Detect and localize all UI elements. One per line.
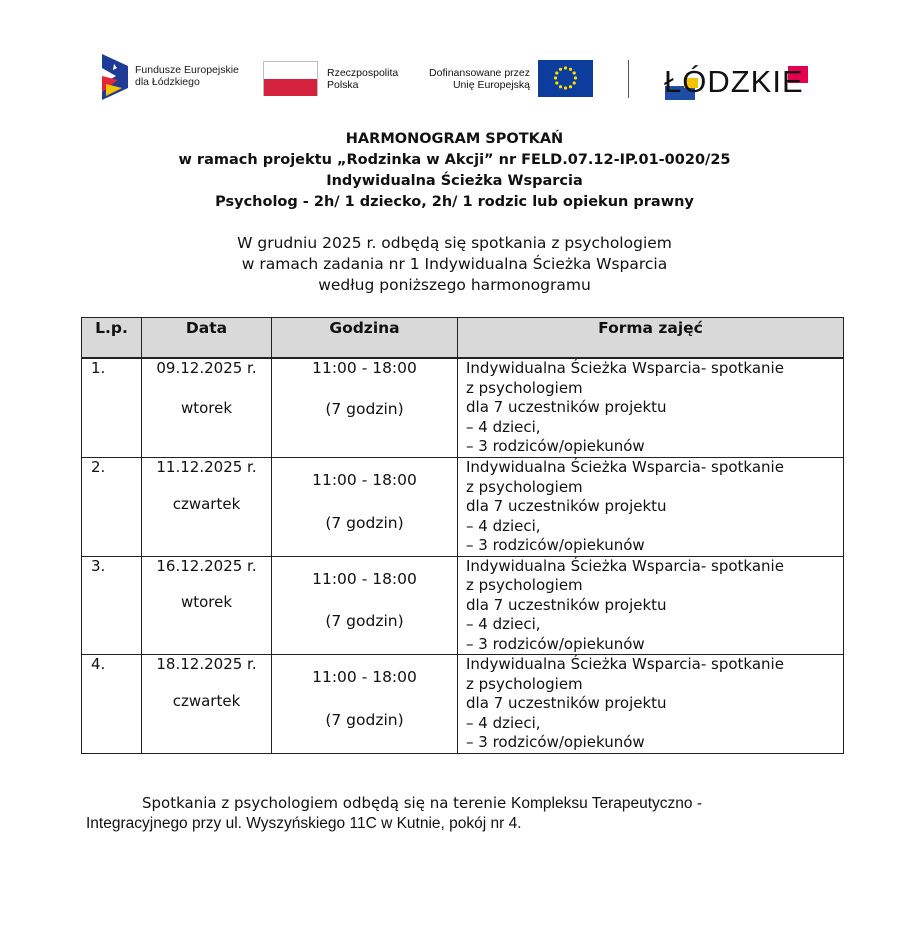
- row-time-cell: [272, 655, 458, 754]
- table-row: [82, 458, 844, 557]
- header-lp: L.p.: [82, 318, 142, 358]
- row-date-cell: [142, 359, 272, 458]
- form-line: – 3 rodziców/opiekunów: [466, 733, 645, 751]
- row-hours: (7 godzin): [325, 513, 404, 532]
- table-row: [82, 655, 844, 754]
- location-facility: Kompleksu Terapeutyczno -: [511, 795, 702, 812]
- header-time: Godzina: [272, 318, 458, 358]
- fe-emblem-icon: [100, 54, 130, 100]
- row-time: 11:00 - 18:00: [312, 471, 417, 489]
- row-form-cell: [458, 556, 844, 655]
- form-line: dla 7 uczestników projektu: [466, 694, 667, 712]
- form-line: dla 7 uczestników projektu: [466, 595, 667, 614]
- path-name: Indywidualna Ścieżka Wsparcia: [326, 173, 583, 189]
- document-title: HARMONOGRAM SPOTKAŃ: [345, 131, 564, 147]
- lodzkie-logo: [664, 62, 814, 102]
- row-date-cell: [142, 458, 272, 557]
- header-date: Data: [142, 318, 272, 358]
- fundusze-europejskie-logo: [100, 54, 240, 98]
- row-time: 11:00 - 18:00: [312, 359, 417, 377]
- form-line: – 3 rodziców/opiekunów: [466, 437, 645, 455]
- row-date-cell: [142, 556, 272, 655]
- form-line: – 3 rodziców/opiekunów: [466, 536, 645, 554]
- eu-flag-icon: [538, 60, 593, 97]
- schedule-table: [81, 317, 844, 754]
- row-form-cell: [458, 655, 844, 754]
- project-name: w ramach projektu „Rodzinka w Akcji” nr FELD.07.12-IP.01-0020/25: [178, 152, 731, 168]
- row-form-cell: [458, 458, 844, 557]
- intro-line1: W grudniu 2025 r. odbędą się spotkania z psychologiem: [237, 234, 672, 252]
- fe-line1: Fundusze Europejskie: [135, 64, 239, 76]
- header-form: Forma zajęć: [458, 318, 844, 358]
- table-row: [82, 359, 844, 458]
- eu-line2: Unię Europejską: [452, 79, 530, 91]
- form-line: – 4 dzieci,: [466, 417, 541, 436]
- location-line1: [86, 793, 806, 814]
- rp-line1: Rzeczpospolita: [327, 67, 399, 79]
- row-date: 11.12.2025 r.: [156, 458, 257, 476]
- form-line: – 4 dzieci,: [466, 615, 541, 633]
- row-time-cell: [272, 556, 458, 655]
- intro-line3: według poniższego harmonogramu: [318, 276, 591, 294]
- fe-line2: dla Łódzkiego: [135, 76, 200, 88]
- session-info: Psycholog - 2h/ 1 dziecko, 2h/ 1 rodzic lub opiekun prawny: [215, 194, 694, 210]
- row-date: 18.12.2025 r.: [156, 655, 257, 673]
- form-line: z psychologiem: [466, 378, 583, 397]
- row-lp: 1.: [82, 359, 142, 458]
- eu-line1: Dofinansowane przez: [429, 67, 530, 79]
- row-lp: 2.: [82, 458, 142, 557]
- row-lp: 4.: [82, 655, 142, 754]
- row-time-cell: [272, 458, 458, 557]
- table-row: [82, 556, 844, 655]
- form-line: Indywidualna Ścieżka Wsparcia- spotkanie: [466, 458, 784, 476]
- form-line: dla 7 uczestników projektu: [466, 398, 667, 416]
- row-lp: 3.: [82, 556, 142, 655]
- form-line: – 4 dzieci,: [466, 713, 541, 732]
- logo-bar: [0, 48, 909, 104]
- row-date-cell: [142, 655, 272, 754]
- row-day: czwartek: [172, 691, 241, 710]
- row-day: wtorek: [180, 593, 233, 611]
- row-date: 09.12.2025 r.: [156, 359, 257, 377]
- polish-flag-icon: [263, 61, 319, 97]
- form-line: Indywidualna Ścieżka Wsparcia- spotkanie: [466, 556, 784, 575]
- intro-line2: w ramach zadania nr 1 Indywidualna Ścieżka Wsparcia: [241, 255, 668, 273]
- form-line: z psychologiem: [466, 674, 583, 693]
- form-line: z psychologiem: [466, 576, 583, 594]
- location-note: [86, 793, 806, 834]
- rp-line2: Polska: [327, 79, 359, 91]
- row-hours: (7 godzin): [325, 399, 404, 418]
- row-hours: (7 godzin): [325, 612, 404, 630]
- form-line: dla 7 uczestników projektu: [466, 497, 667, 515]
- row-date: 16.12.2025 r.: [156, 556, 257, 575]
- row-hours: (7 godzin): [325, 710, 404, 729]
- location-line2: Integracyjnego przy ul. Wyszyńskiego 11C w Kutnie, pokój nr 4.: [86, 815, 522, 832]
- rp-caption: [327, 67, 398, 91]
- row-time-cell: [272, 359, 458, 458]
- eu-caption: [410, 67, 530, 91]
- fe-caption: [135, 64, 239, 88]
- form-line: Indywidualna Ścieżka Wsparcia- spotkanie: [466, 359, 784, 377]
- logo-divider: [628, 60, 629, 98]
- row-time: 11:00 - 18:00: [312, 569, 417, 588]
- row-day: wtorek: [180, 398, 233, 417]
- form-line: z psychologiem: [466, 477, 583, 496]
- row-time: 11:00 - 18:00: [312, 668, 417, 686]
- form-line: – 3 rodziców/opiekunów: [466, 634, 645, 653]
- form-line: – 4 dzieci,: [466, 516, 541, 535]
- lodzkie-wordmark: ŁÓDZKIE: [664, 64, 804, 99]
- form-line: Indywidualna Ścieżka Wsparcia- spotkanie: [466, 655, 784, 673]
- row-form-cell: [458, 359, 844, 458]
- table-header-row: [82, 318, 844, 358]
- row-day: czwartek: [172, 494, 241, 513]
- location-text: Spotkania z psychologiem odbędą się na terenie: [142, 794, 512, 812]
